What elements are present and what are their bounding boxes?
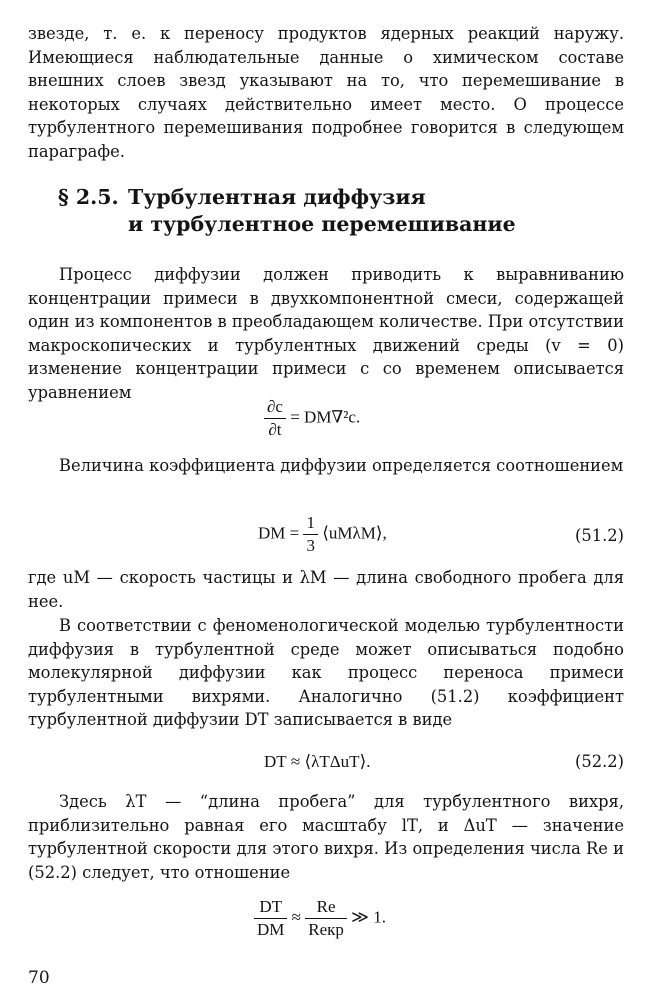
section-heading	[58, 184, 516, 238]
fraction-numerator: Re	[305, 896, 347, 919]
fraction-dt-dm	[254, 896, 287, 941]
fraction-re-recr	[305, 896, 347, 941]
fraction-one-third	[303, 512, 318, 557]
paragraph-diffusion: Процесс диффузии должен приводить к выравниванию концентрации примеси в двухкомпонентной смеси, содержащей один из компонентов в преобладающем количестве. При отсутствии макроскопических и турбулентных движений среды (v = 0) изменение концентрации примеси c со временем описывается уравнением	[28, 265, 624, 402]
equation-rhs: ⟨uМλМ⟩,	[322, 523, 387, 543]
fraction-denominator: ∂t	[268, 420, 282, 439]
paragraph-where: где uМ — скорость частицы и λМ — длина свободного пробега для нее.	[28, 568, 624, 611]
paragraph-turbulence: В соответствии с феноменологической моделью турбулентности диффузия в турбулентной среде может описываться подобно молекулярной диффузии как процесс переноса примеси турбулентными вихрями. Аналогично (51.2) коэффициент турбулентной диффузии DТ записывается в виде	[28, 616, 624, 730]
paragraph-here: Здесь λТ — “длина пробега” для турбулентного вихря, приблизительно равная его масштабу lТ, и ΔuТ — значение турбулентной скорости для этого вихря. Из определения числа Re и (52.2) следует, что отношение	[28, 792, 624, 882]
equation-expression: DТ ≈ ⟨λТΔuТ⟩.	[264, 752, 371, 771]
paragraph-coefficient: Величина коэффициента диффузии определяется соотношением	[59, 456, 624, 475]
approx-sign: ≈	[291, 907, 301, 927]
fraction-numerator: ∂c	[264, 396, 286, 419]
equation-label: (52.2)	[575, 752, 624, 771]
section-title-line1: Турбулентная диффузия	[128, 185, 426, 209]
fraction-denominator: DМ	[257, 920, 285, 939]
fraction-denominator: 3	[306, 536, 315, 555]
fraction-numerator: 1	[303, 512, 318, 535]
equation-rhs: = DМ∇²c.	[290, 407, 361, 427]
equation-label: (51.2)	[575, 526, 624, 545]
fraction-dc-dt	[264, 396, 286, 441]
section-title-line2: и турбулентное перемешивание	[128, 212, 516, 236]
paragraph-intro: звезде, т. е. к переносу продуктов ядерных реакций наружу. Имеющиеся наблюдательные данные о химическом составе внешних слоев звезд указывают на то, что перемешивание в некоторых случаях действительно имеет место. О процессе турбулентного перемешивания подробнее говорится в следующем параграфе.	[28, 24, 624, 161]
equation-tail: ≫ 1.	[351, 907, 386, 927]
fraction-denominator: Reкр	[308, 920, 344, 939]
page-number: 70	[28, 968, 50, 988]
fraction-numerator: DТ	[254, 896, 287, 919]
section-number: § 2.5.	[58, 185, 119, 209]
equation-lhs: DМ =	[258, 523, 300, 543]
